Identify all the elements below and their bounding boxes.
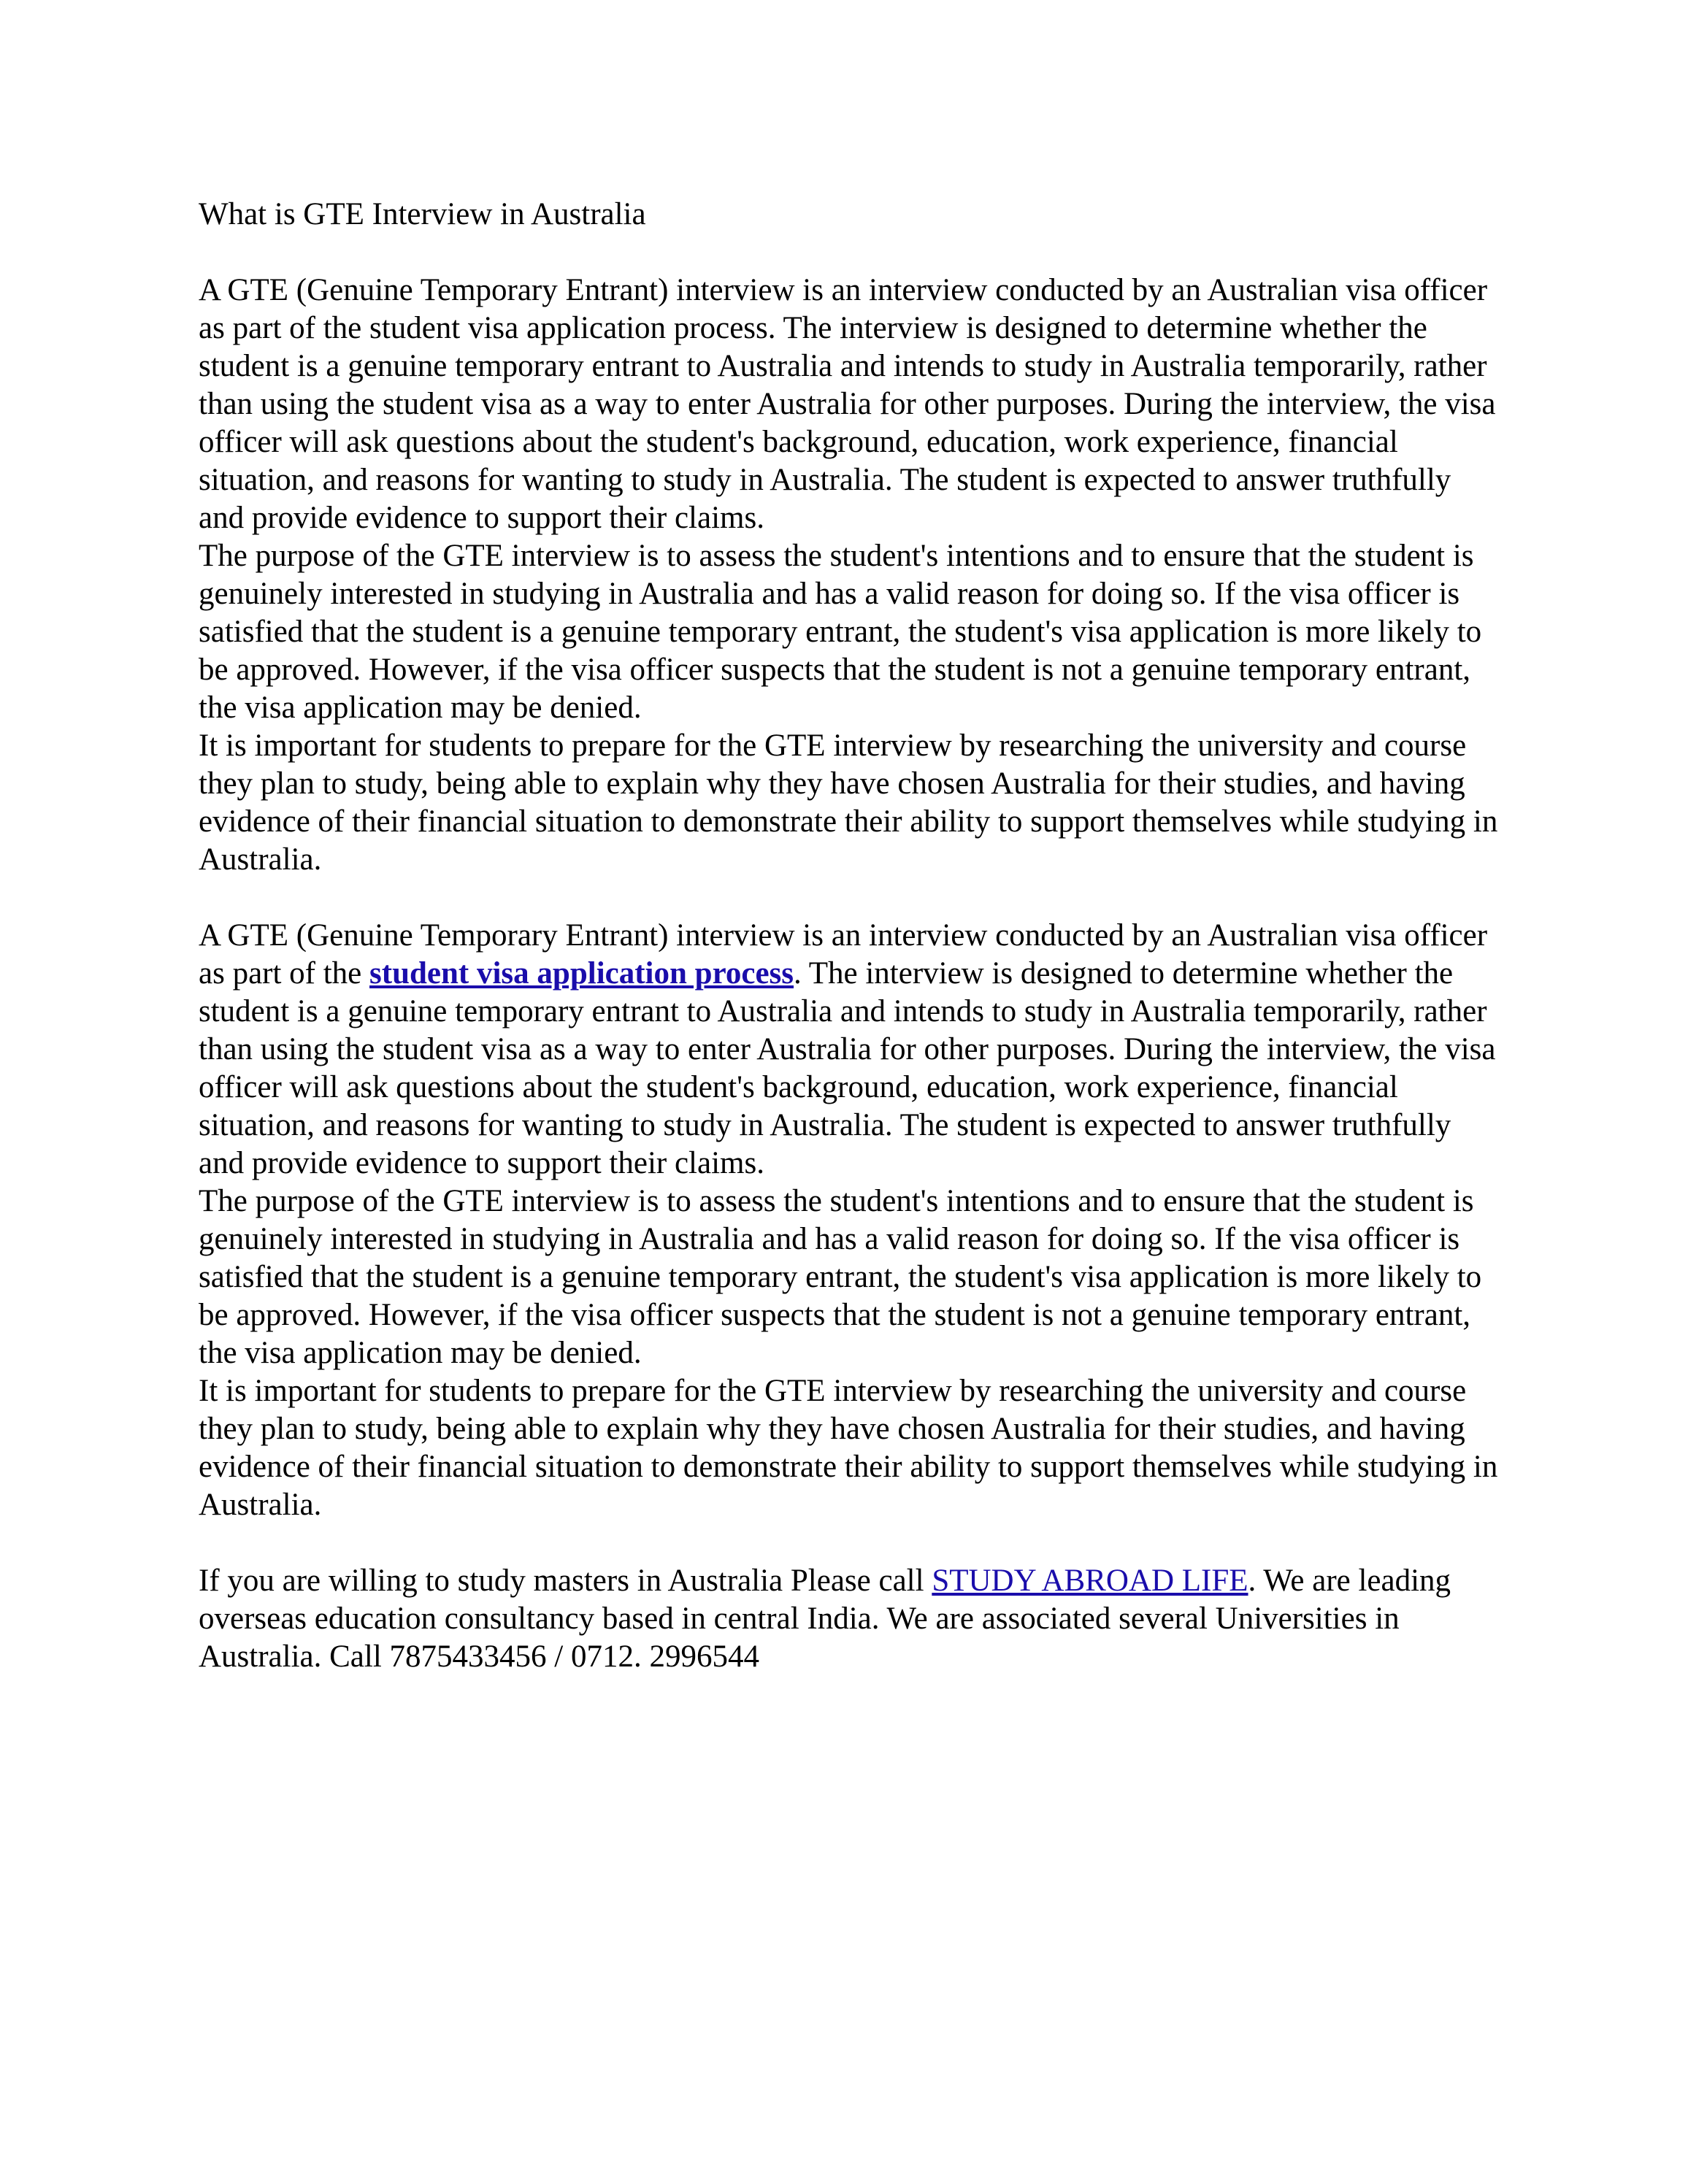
section-2-paragraph-2: The purpose of the GTE interview is to assess the student's intentions and to ensure that the student is genuinely interested in studying in Australia and has a valid reason for doing so. If the visa officer is satisfied that the student is a genuine temporary entrant, the student's visa application is more likely to be approved. However, if the visa officer suspects that the student is not a genuine temporary entrant, the visa application may be denied.: [199, 1184, 1482, 1370]
section-1-paragraph-2: The purpose of the GTE interview is to assess the student's intentions and to ensure that the student is genuinely interested in studying in Australia and has a valid reason for doing so. If the visa officer is satisfied that the student is a genuine temporary entrant, the student's visa application is more likely to be approved. However, if the visa officer suspects that the student is not a genuine temporary entrant, the visa application may be denied.: [199, 539, 1482, 725]
document-page: [199, 196, 1498, 1714]
student-visa-process-link[interactable]: student visa application process: [369, 956, 794, 991]
section-1-paragraph-1: A GTE (Genuine Temporary Entrant) interview is an interview conducted by an Australian visa officer as part of the student visa application process. The interview is designed to determine whether the student is a genuine temporary entrant to Australia and intends to study in Australia temporarily, rather than using the student visa as a way to enter Australia for other purposes. During the interview, the visa officer will ask questions about the student's background, education, work experience, financial situation, and reasons for wanting to study in Australia. The student is expected to answer truthfully and provide evidence to support their claims.: [199, 273, 1496, 535]
section-2: [199, 917, 1498, 1524]
study-abroad-life-link[interactable]: STUDY ABROAD LIFE: [932, 1564, 1248, 1598]
contact-section: [199, 1562, 1498, 1676]
contact-paragraph: [199, 1562, 1498, 1676]
section-2-paragraph-1-rest: . The interview is designed to determine whether the student is a genuine temporary entrant to Australia and intends to study in Australia temporarily, rather than using the student visa as a way to enter Australia for other purposes. During the interview, the visa officer will ask questions about the student's background, education, work experience, financial situation, and reasons for wanting to study in Australia. The student is expected to answer truthfully and provide evidence to support their claims.: [199, 956, 1496, 1180]
section-2-paragraph-1: [199, 917, 1498, 1183]
contact-details: . We are leading overseas education consultancy based in central India. We are associated several Universities in Australia. Call 7875433456 / 0712. 2996544: [199, 1564, 1451, 1674]
contact-lead: If you are willing to study masters in Australia Please call: [199, 1564, 932, 1598]
document-title: What is GTE Interview in Australia: [199, 197, 646, 231]
section-2-paragraph-3: It is important for students to prepare for the GTE interview by researching the university and course they plan to study, being able to explain why they have chosen Australia for their studies, and having evidence of their financial situation to demonstrate their ability to support themselves while studying in Australia.: [199, 1374, 1498, 1522]
section-2-paragraph-1-lead: A GTE (Genuine Temporary Entrant) interview is an interview conducted by an Australian visa officer as part of the: [199, 918, 1488, 991]
section-1-paragraph-3: It is important for students to prepare for the GTE interview by researching the university and course they plan to study, being able to explain why they have chosen Australia for their studies, and having evidence of their financial situation to demonstrate their ability to support themselves while studying in Australia.: [199, 728, 1498, 877]
section-1: [199, 272, 1498, 879]
